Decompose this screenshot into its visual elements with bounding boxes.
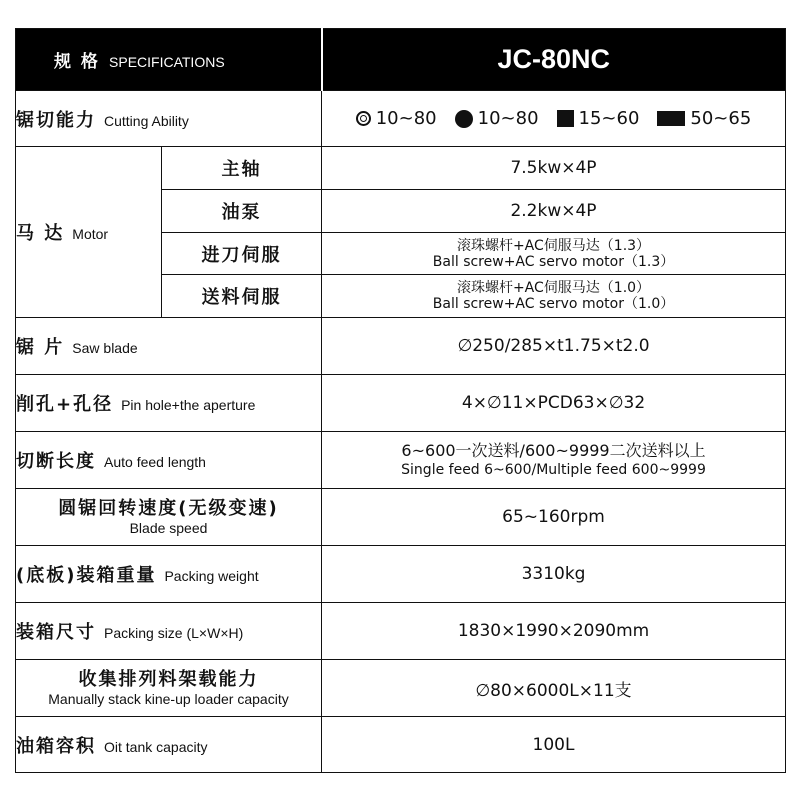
label-cn: 装箱尺寸 [16, 622, 96, 643]
spec-header [16, 29, 322, 91]
packing-weight-row [16, 546, 786, 603]
loader-label [16, 660, 322, 717]
value-en: Single feed 6~600/Multiple feed 600~9999 [401, 462, 706, 478]
loader-row [16, 660, 786, 717]
packing-size-label [16, 603, 322, 660]
value-cn: 滚珠螺杆+AC伺服马达（1.3） [456, 237, 651, 254]
motor-sub-label: 油泵 [162, 190, 322, 233]
value-en: Ball screw+AC servo motor（1.3） [432, 253, 675, 270]
label-en: Auto feed length [104, 454, 206, 470]
value-en: Ball screw+AC servo motor（1.0） [432, 296, 675, 312]
packing-weight-value: 3310kg [322, 546, 786, 603]
square-bar-icon [557, 110, 574, 127]
value-cn: 6~600一次送料/600~9999二次送料以上 [401, 441, 706, 460]
motor-sub-label: 送料伺服 [162, 275, 322, 318]
cutting-ability-value [322, 91, 786, 147]
label-cn: (底板)装箱重量 [16, 565, 157, 586]
spec-header-cn: 规 格 [54, 52, 100, 72]
header-row [16, 29, 786, 91]
ability-value: 15~60 [578, 108, 640, 129]
packing-weight-label [16, 546, 322, 603]
label-en: Packing weight [164, 568, 259, 584]
motor-row-spindle [16, 147, 786, 190]
specifications-table [15, 28, 786, 773]
round-tube-icon [356, 111, 371, 126]
packing-size-value: 1830×1990×2090mm [322, 603, 786, 660]
motor-value: 2.2kw×4P [322, 190, 786, 233]
label-cn: 锯切能力 [16, 109, 96, 131]
label-en: Manually stack kine-up loader capacity [48, 691, 289, 707]
ability-item [657, 108, 751, 129]
oil-tank-value: 100L [322, 717, 786, 773]
label-en: Cutting Ability [104, 112, 189, 129]
model-name: JC-80NC [322, 29, 786, 91]
feed-length-row [16, 432, 786, 489]
label-cn: 油箱容积 [16, 735, 96, 757]
label-en: Motor [72, 226, 109, 242]
saw-blade-row [16, 318, 786, 375]
pin-hole-row [16, 375, 786, 432]
spec-header-en: SPECIFICATIONS [109, 54, 225, 70]
motor-sub-label: 进刀伺服 [162, 233, 322, 275]
loader-value: ∅80×6000L×11支 [322, 660, 786, 717]
cutting-ability-label [16, 91, 322, 147]
label-en: Packing size (L×W×H) [104, 625, 244, 641]
label-cn: 收集排列料架载能力 [78, 669, 259, 690]
round-bar-icon [455, 110, 473, 128]
saw-blade-label [16, 318, 322, 375]
motor-label [16, 147, 162, 318]
ability-value: 10~80 [375, 108, 437, 129]
pin-hole-label [16, 375, 322, 432]
ability-item [557, 108, 640, 129]
blade-speed-value: 65~160rpm [322, 489, 786, 546]
label-en: Pin hole+the aperture [121, 397, 256, 413]
feed-length-value [322, 432, 786, 489]
label-cn: 圆锯回转速度(无级变速) [58, 498, 279, 519]
feed-length-label [16, 432, 322, 489]
motor-value [322, 275, 786, 318]
packing-size-row [16, 603, 786, 660]
label-cn: 马 达 [16, 223, 65, 244]
label-cn: 锯 片 [16, 337, 65, 358]
ability-item [356, 108, 437, 129]
label-cn: 切断长度 [16, 451, 96, 472]
oil-tank-label [16, 717, 322, 773]
value-cn: 滚珠螺杆+AC伺服马达（1.0） [456, 280, 651, 296]
ability-value: 50~65 [690, 108, 752, 129]
oil-tank-row [16, 717, 786, 773]
label-en: Blade speed [129, 520, 208, 536]
motor-value [322, 233, 786, 275]
ability-value: 10~80 [477, 108, 539, 129]
motor-sub-label: 主轴 [162, 147, 322, 190]
cutting-ability-row [16, 91, 786, 147]
label-en: Oit tank capacity [104, 738, 208, 755]
blade-speed-label [16, 489, 322, 546]
saw-blade-value: ∅250/285×t1.75×t2.0 [322, 318, 786, 375]
label-cn: 削孔+孔径 [16, 394, 114, 415]
rectangle-bar-icon [657, 111, 685, 126]
blade-speed-row [16, 489, 786, 546]
pin-hole-value: 4×∅11×PCD63×∅32 [322, 375, 786, 432]
motor-value: 7.5kw×4P [322, 147, 786, 190]
ability-item [455, 108, 539, 129]
label-en: Saw blade [72, 340, 138, 356]
